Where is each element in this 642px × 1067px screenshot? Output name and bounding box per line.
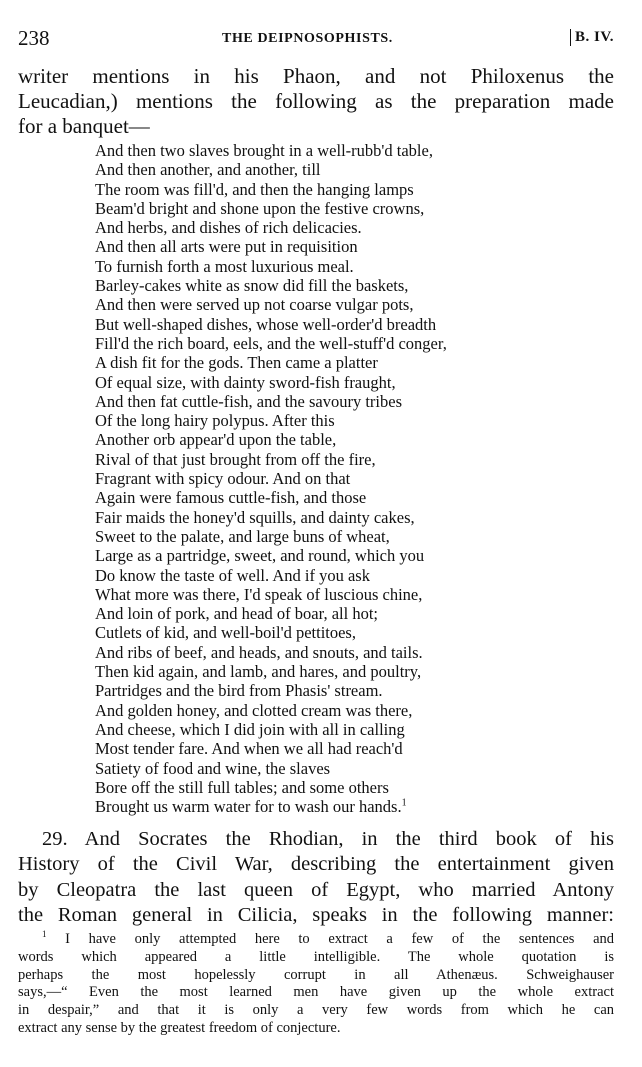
paragraph-line: by Cleopatra the last queen of Egypt, who married Antony: [18, 878, 614, 901]
verse-line: Of equal size, with dainty sword-fish fraught,: [95, 372, 396, 392]
footnote-line: in despair,” and that it is only a very few words from which he can: [18, 1002, 614, 1019]
verse-line: And ribs of beef, and heads, and snouts, and tails.: [95, 642, 423, 662]
verse-line: To furnish forth a most luxurious meal.: [95, 256, 354, 276]
verse-block: [95, 141, 555, 816]
intro-paragraph: [18, 64, 614, 139]
verse-line: Rival of that just brought from off the fire,: [95, 449, 376, 469]
verse-line: Large as a partridge, sweet, and round, which you: [95, 546, 425, 566]
verse-line: Beam'd bright and shone upon the festive crowns,: [95, 198, 425, 218]
verse-line: The room was fill'd, and then the hanging lamps: [95, 179, 414, 199]
verse-line: Barley-cakes white as snow did fill the baskets,: [95, 276, 409, 296]
verse-line: Do know the taste of well. And if you ask: [95, 565, 370, 585]
verse-line-text: Brought us warm water for to wash our hands.: [95, 797, 402, 817]
footnote-line: [18, 931, 614, 949]
footnote: [18, 931, 614, 1038]
verse-line: Then kid again, and lamb, and hares, and poultry,: [95, 662, 422, 682]
intro-line: Leucadian,) mentions the following as the preparation made: [18, 89, 614, 113]
verse-line: And loin of pork, and head of boar, all hot;: [95, 604, 378, 624]
footnote-reference: 1: [401, 797, 407, 809]
verse-line: Satiety of food and wine, the slaves: [95, 758, 331, 778]
footnote-mark: 1: [42, 929, 47, 940]
verse-line: A dish fit for the gods. Then came a platter: [95, 353, 378, 373]
verse-line: What more was there, I'd speak of luscious chine,: [95, 584, 423, 604]
book-reference: B. IV.: [570, 29, 614, 46]
verse-line: Fragrant with spicy odour. And on that: [95, 469, 351, 489]
paragraph-line: History of the Civil War, describing the entertainment given: [18, 853, 614, 876]
page-header: [18, 26, 614, 50]
paragraph-line: the Roman general in Cilicia, speaks in the following manner:: [18, 904, 614, 927]
verse-line: And then all arts were put in requisition: [95, 237, 358, 257]
footnote-line: perhaps the most hopelessly corrupt in all Athenæus. Schweighauser: [18, 966, 614, 983]
verse-line: Cutlets of kid, and well-boil'd pettitoes,: [95, 623, 356, 643]
verse-line: And cheese, which I did join with all in calling: [95, 719, 405, 739]
verse-line: Most tender fare. And when we all had reach'd: [95, 739, 403, 759]
verse-line: And then another, and another, till: [95, 160, 321, 180]
verse-line: Sweet to the palate, and large buns of wheat,: [95, 526, 390, 546]
verse-line: Fair maids the honey'd squills, and dainty cakes,: [95, 507, 415, 527]
verse-line: Fill'd the rich board, eels, and the well-stuff'd conger,: [95, 333, 447, 353]
intro-line: for a banquet—: [18, 114, 150, 138]
verse-line: And herbs, and dishes of rich delicacies.: [95, 218, 362, 238]
verse-line: And then were served up not coarse vulgar pots,: [95, 295, 414, 315]
section-29-paragraph: [18, 827, 614, 929]
intro-line: writer mentions in his Phaon, and not Philoxenus the: [18, 64, 614, 88]
verse-line-last: [95, 797, 555, 816]
verse-line: Another orb appear'd upon the table,: [95, 430, 337, 450]
page-number: 238: [18, 26, 50, 50]
verse-line: Partridges and the bird from Phasis' stream.: [95, 681, 383, 701]
verse-line: Bore off the still full tables; and some others: [95, 777, 389, 797]
verse-line: And then two slaves brought in a well-rubb'd table,: [95, 141, 433, 160]
verse-line: Of the long hairy polypus. After this: [95, 411, 335, 431]
footnote-line: extract any sense by the greatest freedom of conjecture.: [18, 1019, 341, 1036]
footnote-line: words which appeared a little intelligible. The whole quotation is: [18, 948, 614, 965]
paragraph-line: 29. And Socrates the Rhodian, in the third book of his: [42, 828, 614, 850]
verse-line: But well-shaped dishes, whose well-order'd breadth: [95, 314, 437, 334]
running-title: THE DEIPNOSOPHISTS.: [222, 31, 393, 46]
footnote-line-text: I have only attempted here to extract a few of the sentences and: [65, 931, 615, 947]
verse-line: Again were famous cuttle-fish, and those: [95, 488, 367, 508]
footnote-line: says,—“ Even the most learned men have given up the whole extract: [18, 984, 614, 1001]
verse-line: And then fat cuttle-fish, and the savoury tribes: [95, 391, 402, 411]
verse-line: And golden honey, and clotted cream was there,: [95, 700, 413, 720]
